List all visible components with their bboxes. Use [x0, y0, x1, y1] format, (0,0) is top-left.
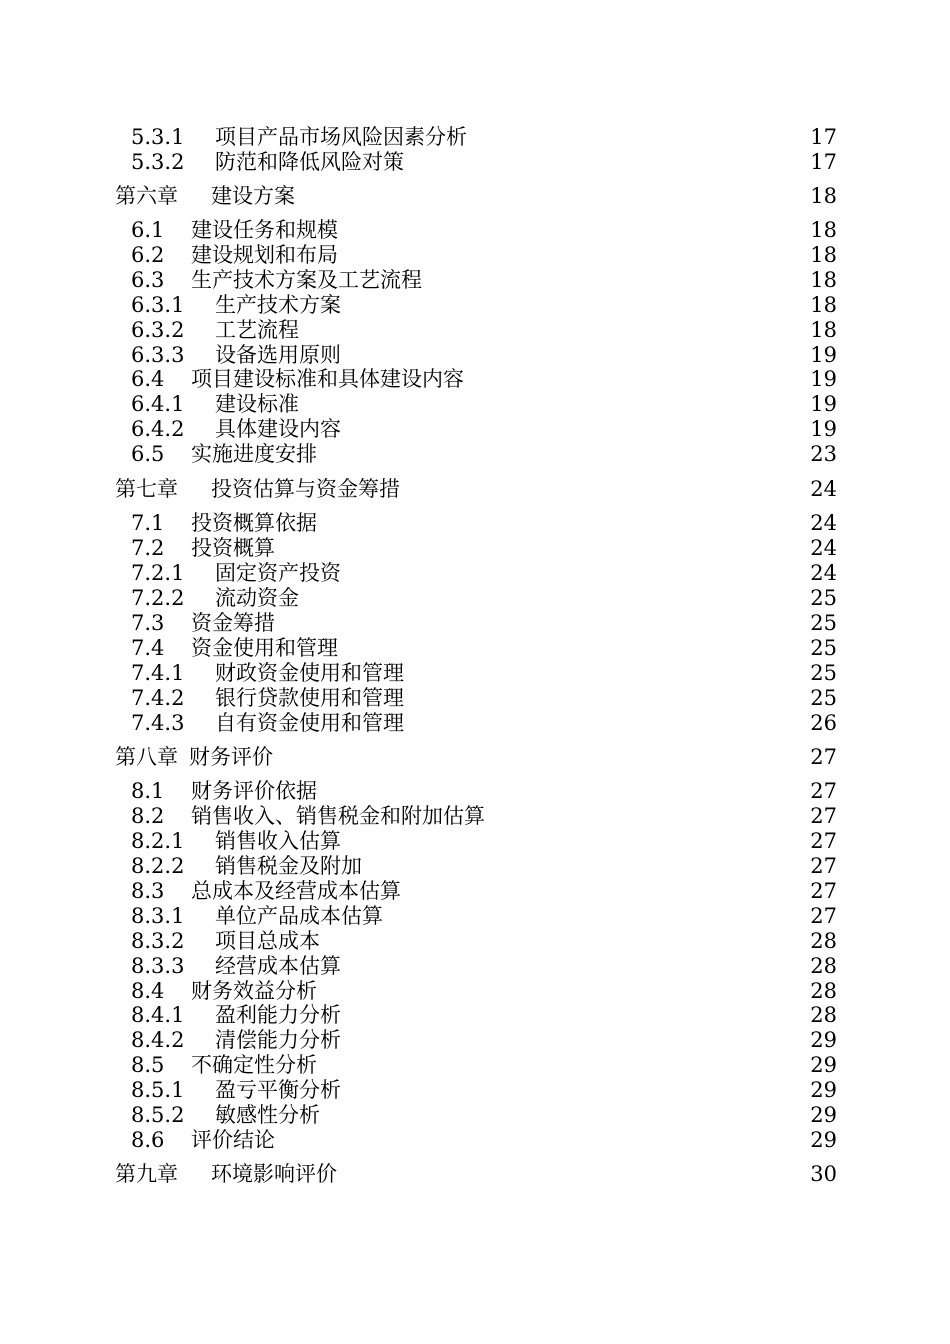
- toc-number: 6.2: [131, 243, 165, 267]
- toc-title: 销售收入估算: [215, 829, 341, 853]
- toc-page-number: 28: [810, 929, 837, 953]
- toc-page-number: 23: [810, 442, 837, 466]
- toc-chapter[interactable]: [115, 477, 837, 502]
- toc-entry[interactable]: [131, 904, 837, 929]
- toc-page-number: 27: [810, 779, 837, 803]
- toc-page-number: 29: [810, 1028, 837, 1052]
- toc-entry[interactable]: [131, 954, 837, 979]
- toc-number: 6.3.1: [131, 293, 185, 317]
- toc-page-number: 18: [810, 243, 837, 267]
- toc-title: 投资估算与资金筹措: [211, 477, 400, 501]
- toc-number: 6.1: [131, 218, 165, 242]
- toc-entry[interactable]: [131, 979, 837, 1004]
- toc-title: 防范和降低风险对策: [215, 150, 404, 174]
- toc-entry[interactable]: [131, 1128, 837, 1153]
- toc-page-number: 17: [810, 125, 837, 149]
- toc-page-number: 27: [810, 879, 837, 903]
- toc-title: 财务评价: [189, 745, 273, 769]
- toc-title: 项目产品市场风险因素分析: [215, 125, 467, 149]
- toc-number: 8.3.2: [131, 929, 185, 953]
- toc-number: 7.2.1: [131, 561, 185, 585]
- toc-number: 6.3.3: [131, 343, 185, 367]
- toc-number: 7.4.2: [131, 686, 185, 710]
- toc-number: 7.4: [131, 636, 165, 660]
- toc-page-number: 19: [810, 392, 837, 416]
- toc-page-number: 27: [810, 804, 837, 828]
- toc-entry[interactable]: [131, 929, 837, 954]
- toc-entry[interactable]: [131, 1053, 837, 1078]
- toc-title: 投资概算: [191, 536, 275, 560]
- toc-number: 7.4.3: [131, 711, 185, 735]
- toc-number: 8.5: [131, 1053, 165, 1077]
- toc-entry[interactable]: [131, 150, 837, 175]
- toc-page-number: 25: [810, 636, 837, 660]
- toc-number: 8.2.1: [131, 829, 185, 853]
- toc-entry[interactable]: [131, 293, 837, 318]
- toc-number: 第九章: [115, 1162, 178, 1186]
- toc-entry[interactable]: [131, 417, 837, 442]
- toc-title: 经营成本估算: [215, 954, 341, 978]
- toc-page-number: 24: [810, 511, 837, 535]
- toc-number: 8.3.3: [131, 954, 185, 978]
- toc-number: 8.4: [131, 979, 165, 1003]
- toc-entry[interactable]: [131, 779, 837, 804]
- toc-title: 单位产品成本估算: [215, 904, 383, 928]
- toc-entry[interactable]: [131, 511, 837, 536]
- toc-entry[interactable]: [131, 318, 837, 343]
- toc-title: 不确定性分析: [191, 1053, 317, 1077]
- toc-chapter[interactable]: [115, 1162, 837, 1187]
- toc-entry[interactable]: [131, 854, 837, 879]
- toc-number: 7.4.1: [131, 661, 185, 685]
- toc-entry[interactable]: [131, 268, 837, 293]
- toc-number: 6.4: [131, 367, 165, 391]
- toc-number: 7.1: [131, 511, 165, 535]
- toc-page-number: 29: [810, 1078, 837, 1102]
- toc-number: 6.5: [131, 442, 165, 466]
- toc-number: 6.4.2: [131, 417, 185, 441]
- toc-number: 8.4.2: [131, 1028, 185, 1052]
- toc-entry[interactable]: [131, 611, 837, 636]
- toc-number: 第八章: [115, 745, 178, 769]
- toc-page-number: 25: [810, 611, 837, 635]
- toc-page-number: 24: [810, 561, 837, 585]
- toc-title: 具体建设内容: [215, 417, 341, 441]
- toc-title: 建设任务和规模: [191, 218, 338, 242]
- toc-entry[interactable]: [131, 218, 837, 243]
- toc-entry[interactable]: [131, 392, 837, 417]
- toc-title: 资金使用和管理: [191, 636, 338, 660]
- toc-page-number: 19: [810, 417, 837, 441]
- toc-number: 8.6: [131, 1128, 165, 1152]
- toc-title: 评价结论: [191, 1128, 275, 1152]
- toc-page-number: 18: [810, 184, 837, 208]
- toc-page-number: 24: [810, 477, 837, 501]
- toc-number: 6.3.2: [131, 318, 185, 342]
- toc-number: 8.4.1: [131, 1003, 185, 1027]
- toc-title: 生产技术方案: [215, 293, 341, 317]
- toc-title: 环境影响评价: [211, 1162, 337, 1186]
- toc-title: 财务效益分析: [191, 979, 317, 1003]
- toc-entry[interactable]: [131, 804, 837, 829]
- toc-title: 固定资产投资: [215, 561, 341, 585]
- toc-entry[interactable]: [131, 243, 837, 268]
- toc-number: 8.5.1: [131, 1078, 185, 1102]
- toc-entry[interactable]: [131, 686, 837, 711]
- toc-page-number: 25: [810, 586, 837, 610]
- toc-entry[interactable]: [131, 586, 837, 611]
- toc-page-number: 19: [810, 367, 837, 391]
- toc-title: 财政资金使用和管理: [215, 661, 404, 685]
- toc-chapter[interactable]: [115, 184, 837, 209]
- toc-entry[interactable]: [131, 125, 837, 150]
- toc-page-number: 19: [810, 343, 837, 367]
- toc-title: 财务评价依据: [191, 779, 317, 803]
- toc-number: 7.2.2: [131, 586, 185, 610]
- toc-page-number: 26: [810, 711, 837, 735]
- toc-entry[interactable]: [131, 1003, 837, 1028]
- toc-entry[interactable]: [131, 879, 837, 904]
- toc-title: 资金筹措: [191, 611, 275, 635]
- toc-title: 实施进度安排: [191, 442, 317, 466]
- toc-number: 8.2: [131, 804, 165, 828]
- toc-number: 6.4.1: [131, 392, 185, 416]
- toc-number: 6.3: [131, 268, 165, 292]
- toc-entry[interactable]: [131, 1078, 837, 1103]
- toc-title: 清偿能力分析: [215, 1028, 341, 1052]
- toc-entry[interactable]: [131, 636, 837, 661]
- toc-title: 建设标准: [215, 392, 299, 416]
- toc-title: 自有资金使用和管理: [215, 711, 404, 735]
- toc-title: 敏感性分析: [215, 1103, 320, 1127]
- toc-page-number: 27: [810, 829, 837, 853]
- toc-title: 建设规划和布局: [191, 243, 338, 267]
- toc-page-number: 30: [810, 1162, 837, 1186]
- toc-page-number: 28: [810, 1003, 837, 1027]
- toc-number: 5.3.1: [131, 125, 185, 149]
- toc-page-number: 18: [810, 218, 837, 242]
- toc-number: 7.3: [131, 611, 165, 635]
- toc-title: 销售税金及附加: [215, 854, 362, 878]
- toc-entry[interactable]: [131, 561, 837, 586]
- toc-title: 投资概算依据: [191, 511, 317, 535]
- toc-entry[interactable]: [131, 536, 837, 561]
- toc-entry[interactable]: [131, 442, 837, 467]
- toc-number: 7.2: [131, 536, 165, 560]
- toc-title: 销售收入、销售税金和附加估算: [191, 804, 485, 828]
- toc-page-number: 29: [810, 1053, 837, 1077]
- toc-title: 项目总成本: [215, 929, 320, 953]
- toc-number: 8.2.2: [131, 854, 185, 878]
- toc-page-number: 25: [810, 661, 837, 685]
- toc-page-number: 25: [810, 686, 837, 710]
- toc-page-number: 18: [810, 318, 837, 342]
- toc-page-number: 17: [810, 150, 837, 174]
- toc-page-number: 27: [810, 904, 837, 928]
- toc-entry[interactable]: [131, 829, 837, 854]
- toc-title: 建设方案: [211, 184, 295, 208]
- toc-page-number: 28: [810, 954, 837, 978]
- toc-entry[interactable]: [131, 343, 837, 368]
- toc-number: 8.1: [131, 779, 165, 803]
- toc-title: 工艺流程: [215, 318, 299, 342]
- toc-entry[interactable]: [131, 661, 837, 686]
- toc-title: 设备选用原则: [215, 343, 341, 367]
- toc-title: 总成本及经营成本估算: [191, 879, 401, 903]
- toc-page-number: 24: [810, 536, 837, 560]
- toc-page-number: 27: [810, 745, 837, 769]
- toc-title: 生产技术方案及工艺流程: [191, 268, 422, 292]
- toc-entry[interactable]: [131, 1103, 837, 1128]
- toc-title: 项目建设标准和具体建设内容: [191, 367, 464, 391]
- toc-page-number: 29: [810, 1128, 837, 1152]
- toc-entry[interactable]: [131, 367, 837, 392]
- toc-title: 银行贷款使用和管理: [215, 686, 404, 710]
- toc-page-number: 18: [810, 293, 837, 317]
- toc-title: 盈利能力分析: [215, 1003, 341, 1027]
- toc-entry[interactable]: [131, 1028, 837, 1053]
- toc-number: 8.3.1: [131, 904, 185, 928]
- toc-number: 8.5.2: [131, 1103, 185, 1127]
- toc-title: 盈亏平衡分析: [215, 1078, 341, 1102]
- toc-page-number: 28: [810, 979, 837, 1003]
- toc-number: 第七章: [115, 477, 178, 501]
- toc-number: 8.3: [131, 879, 165, 903]
- toc-page-number: 18: [810, 268, 837, 292]
- toc-number: 5.3.2: [131, 150, 185, 174]
- toc-page-number: 27: [810, 854, 837, 878]
- toc-entry[interactable]: [131, 711, 837, 736]
- toc-chapter[interactable]: [115, 745, 837, 770]
- toc-page-number: 29: [810, 1103, 837, 1127]
- toc-number: 第六章: [115, 184, 178, 208]
- toc-title: 流动资金: [215, 586, 299, 610]
